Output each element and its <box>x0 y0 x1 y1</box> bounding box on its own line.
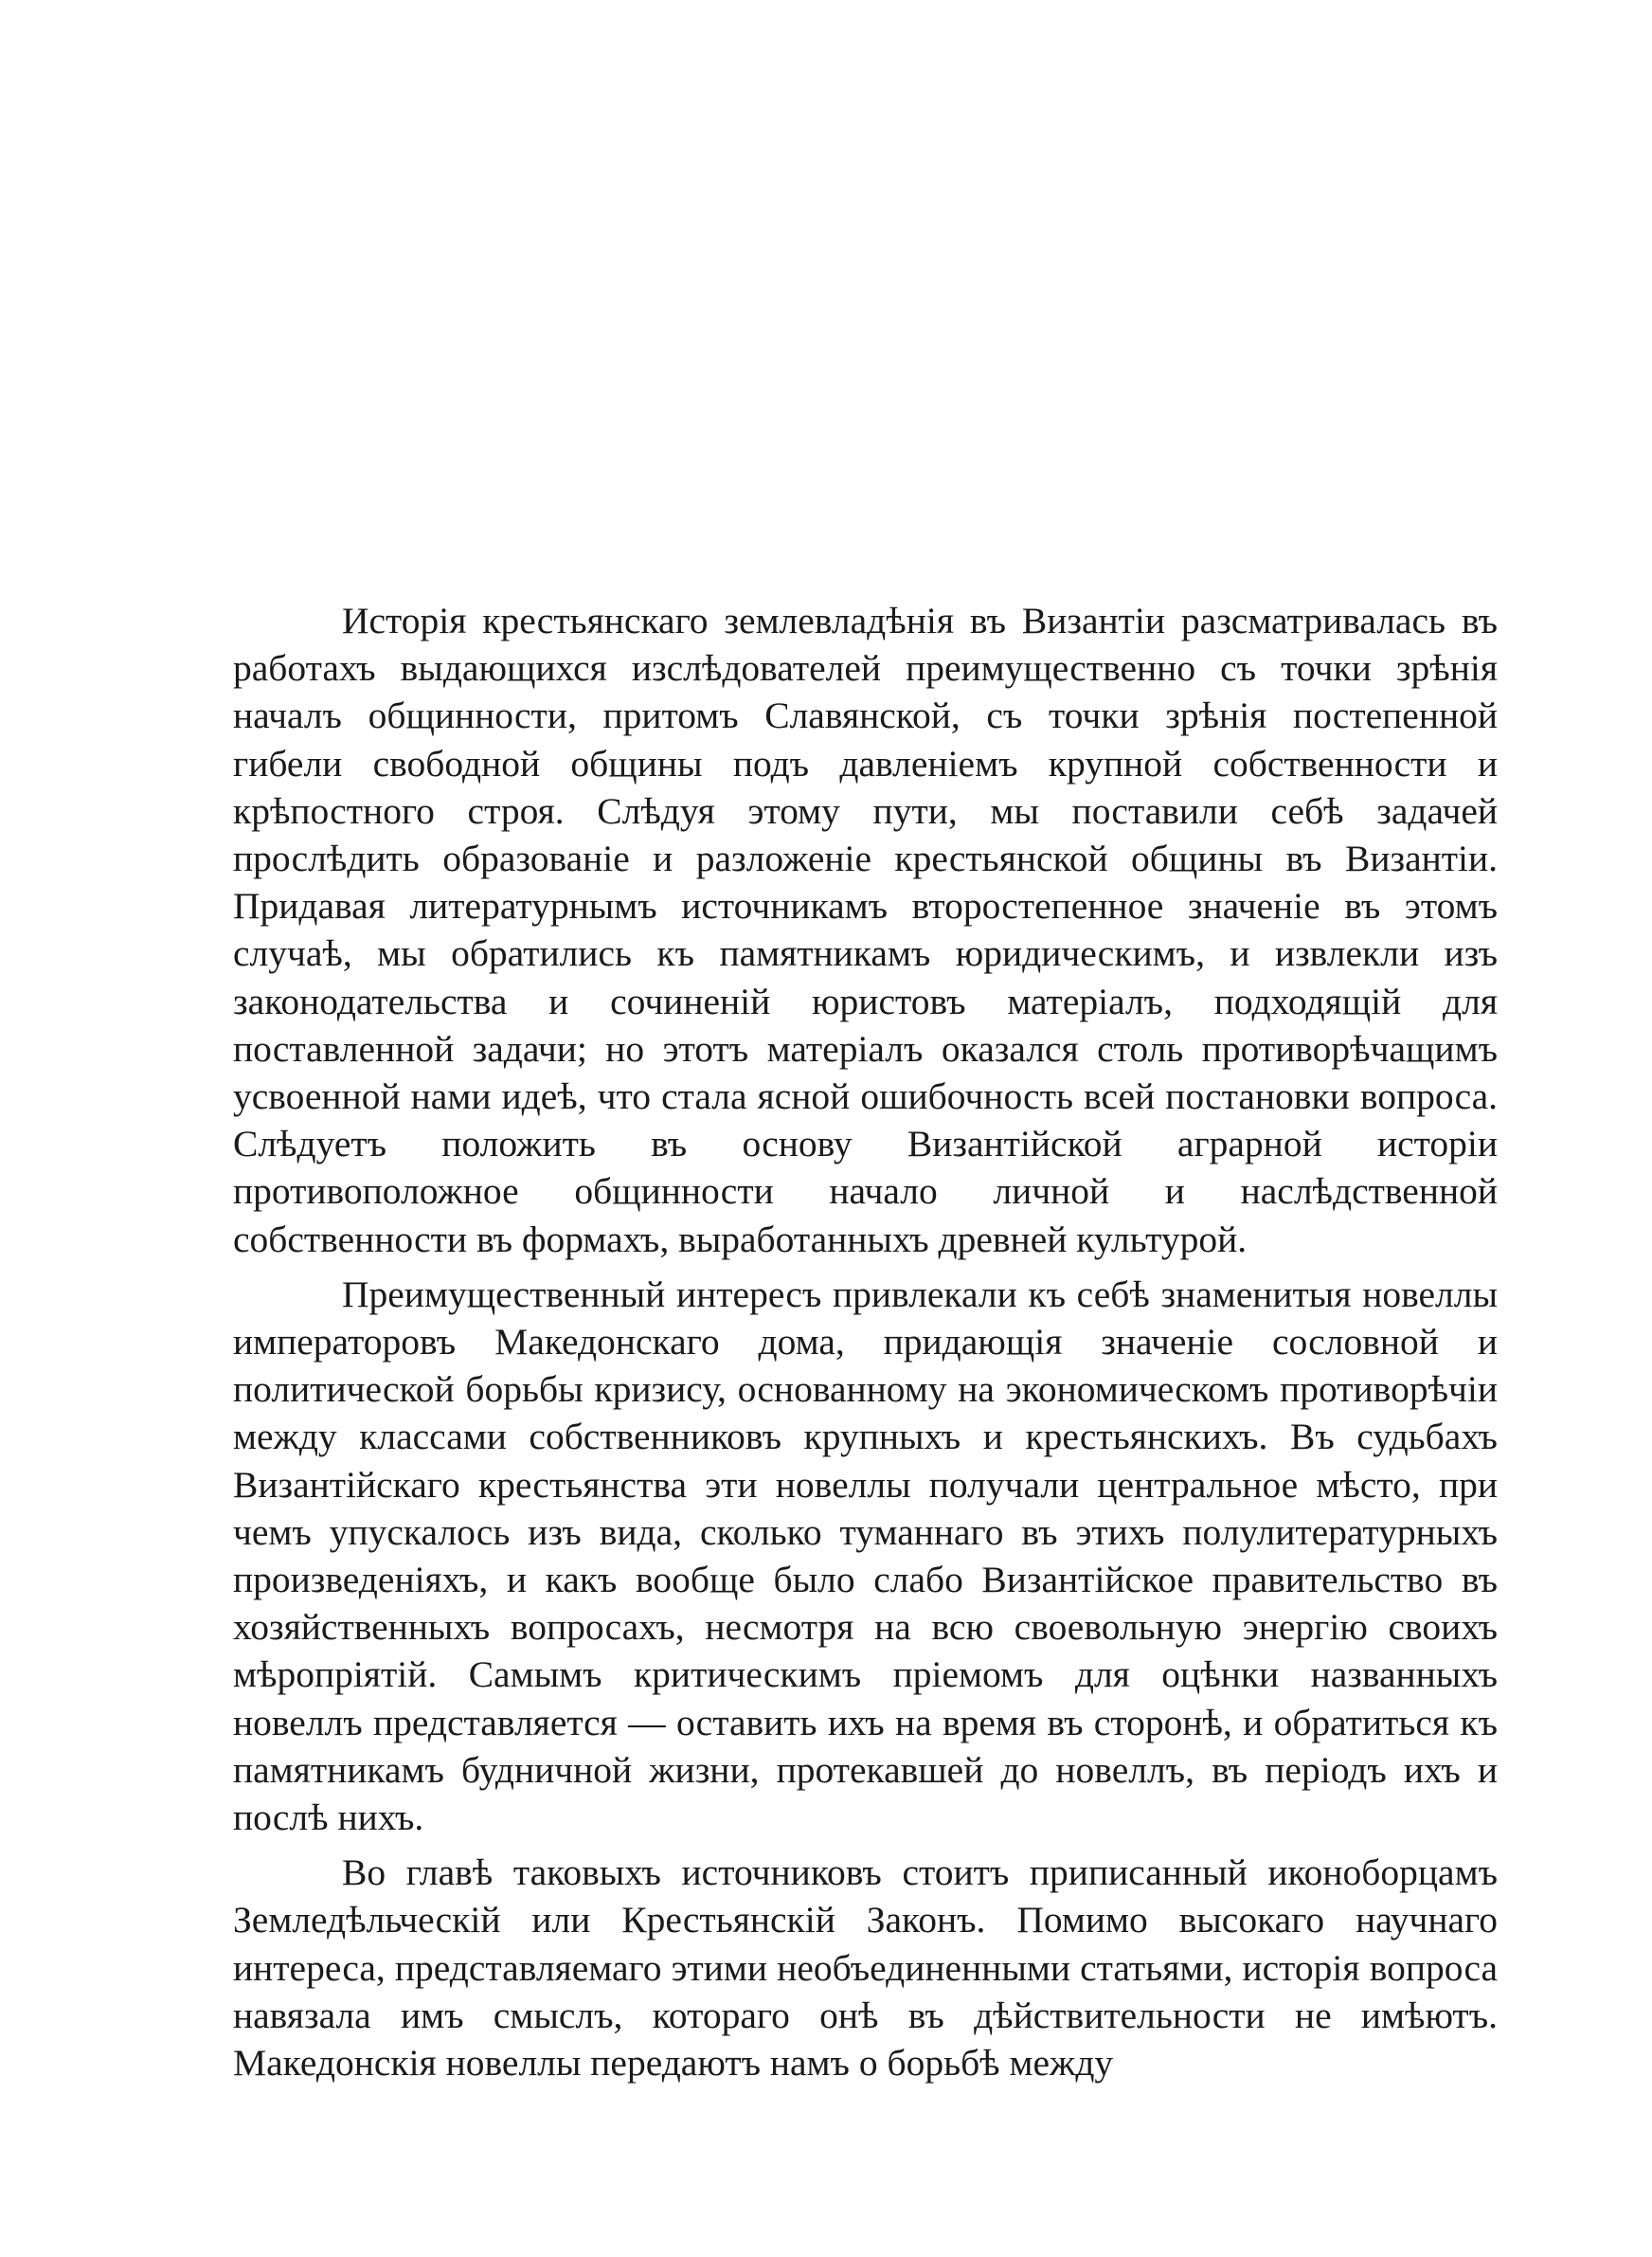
paragraph-1: Исторія крестьянскаго землевладѣнія въ Византіи разсматривалась въ работахъ выдающихся изслѣдователей преимущественно съ точки зрѣнія началъ общинности, притомъ Славянской, съ точки зрѣнія постепенной гибели свободной общины подъ давленіемъ крупной собственности и крѣпостного строя. Слѣдуя этому пути, мы поставили себѣ задачей прослѣдить образованіе и разложеніе крестьянской общины въ Византіи. Придавая литературнымъ источникамъ второстепенное значеніе въ этомъ случаѣ, мы обратились къ памятникамъ юридическимъ, и извлекли изъ законодательства и сочиненій юристовъ матеріалъ, подходящій для поставленной задачи; но этотъ матеріалъ оказался столь противорѣчащимъ усвоенной нами идеѣ, что стала ясной ошибочность всей постановки вопроса. Слѣдуетъ положить въ основу Византійской аграрной исторіи противоположное общинности начало личной и наслѣдственной собственности въ формахъ, выработанныхъ древней культурой. <box>233 600 1498 1260</box>
document-body <box>233 597 1498 2086</box>
paragraph-2: Преимущественный интересъ привлекали къ себѣ знаменитыя новеллы императоровъ Македонскаго дома, придающія значеніе сословной и политической борьбы кризису, основанному на экономическомъ противорѣчіи между классами собственниковъ крупныхъ и крестьянскихъ. Въ судьбахъ Византійскаго крестьянства эти новеллы получали центральное мѣсто, при чемъ упускалось изъ вида, сколько туманнаго въ этихъ полулитературныхъ произведеніяхъ, и какъ вообще было слабо Византійское правительство въ хозяйственныхъ вопросахъ, несмотря на всю своевольную энергію своихъ мѣропріятій. Самымъ критическимъ пріемомъ для оцѣнки названныхъ новеллъ представляется — оставить ихъ на время въ сторонѣ, и обратиться къ памятникамъ будничной жизни, протекавшей до новеллъ, въ періодъ ихъ и послѣ нихъ. <box>233 1273 1498 1839</box>
paragraph-3: Во главѣ таковыхъ источниковъ стоитъ приписанный иконоборцамъ Земледѣльческій или Крестьянскій Законъ. Помимо высокаго научнаго интереса, представляемаго этими необъединенными статьями, исторія вопроса навязала имъ смыслъ, котораго онѣ въ дѣйствительности не имѣютъ. Македонскія новеллы передаютъ намъ о борьбѣ между <box>233 1851 1498 2085</box>
